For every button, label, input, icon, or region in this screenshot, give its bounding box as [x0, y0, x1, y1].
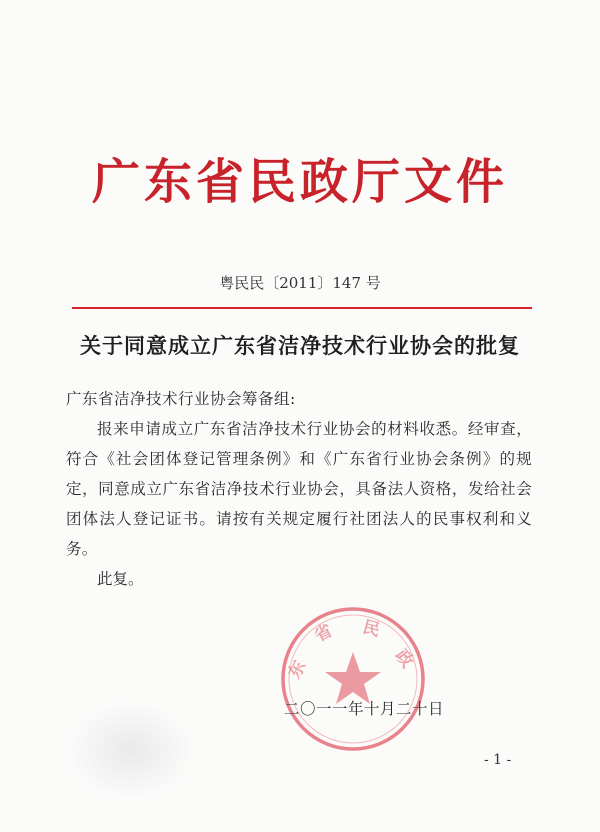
document-date: 二〇一一年十月二十日	[284, 700, 445, 718]
svg-text:政: 政	[390, 646, 418, 672]
faded-mark	[66, 700, 196, 800]
closing-line: 此复。	[97, 570, 144, 588]
official-seal-icon	[278, 604, 428, 754]
red-divider-line	[72, 307, 532, 309]
recipient-line: 广东省洁净技术行业协会筹备组:	[66, 390, 296, 408]
document-header-title: 广东省民政厅文件	[91, 154, 508, 210]
document-number: 粤民民〔2011〕147 号	[219, 274, 381, 292]
body-paragraph: 报来申请成立广东省洁净技术行业协会的材料收悉。经审查，符合《社会团体登记管理条例》和《广东省行业协会条例》的规定，同意成立广东省洁净技术行业协会，具备法人资格，发给社会团体法人登记证书。请按有关规定履行社团法人的民事权利和义务。	[66, 420, 532, 558]
page-number: - 1 -	[484, 752, 512, 768]
svg-text:民: 民	[360, 617, 383, 642]
document-title: 关于同意成立广东省洁净技术行业协会的批复	[80, 333, 520, 358]
svg-text:东: 东	[284, 657, 311, 682]
document-body	[66, 384, 532, 594]
svg-text:省: 省	[311, 620, 336, 647]
